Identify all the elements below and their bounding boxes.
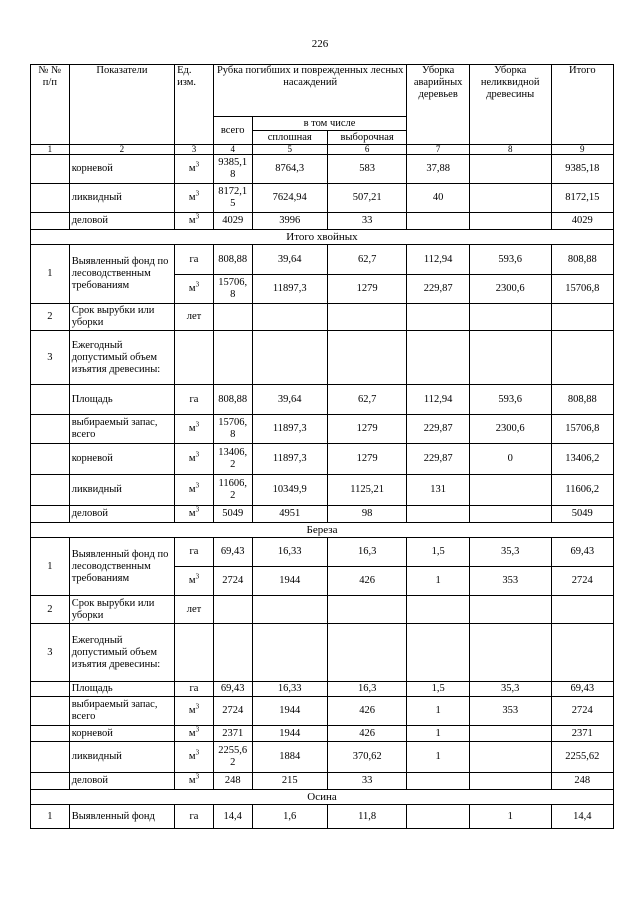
value-cell: 1944	[252, 697, 327, 726]
row-number	[31, 415, 70, 444]
header-total: Итого	[551, 65, 613, 145]
row-label: Срок вырубки или уборки	[69, 596, 174, 624]
column-number: 4	[213, 145, 252, 155]
row-number	[31, 475, 70, 506]
header-illiquid: Уборка неликвидной древесины	[469, 65, 551, 145]
value-cell: 593,6	[469, 245, 551, 275]
value-cell: 8172,15	[551, 184, 613, 213]
header-indicators: Показатели	[69, 65, 174, 145]
value-cell: 16,3	[327, 682, 407, 697]
row-label: корневой	[69, 444, 174, 475]
unit-cell: га	[175, 245, 214, 275]
row-number: 3	[31, 331, 70, 385]
header-num: № № п/п	[31, 65, 70, 145]
value-cell: 69,43	[213, 538, 252, 567]
value-cell	[469, 155, 551, 184]
unit-cell: $м^3$	[175, 275, 214, 304]
value-cell: 2255,62	[213, 742, 252, 773]
value-cell: 808,88	[213, 245, 252, 275]
value-cell: 69,43	[551, 538, 613, 567]
value-cell	[469, 184, 551, 213]
value-cell: 11897,3	[252, 444, 327, 475]
value-cell: 2724	[213, 697, 252, 726]
value-cell: 8172,15	[213, 184, 252, 213]
value-cell: 353	[469, 567, 551, 596]
value-cell: 593,6	[469, 385, 551, 415]
value-cell: 69,43	[551, 682, 613, 697]
value-cell: 808,88	[551, 245, 613, 275]
forest-felling-table	[30, 64, 614, 829]
unit-cell: $м^3$	[175, 742, 214, 773]
value-cell: 1	[407, 726, 469, 742]
value-cell: 37,88	[407, 155, 469, 184]
row-number: 1	[31, 538, 70, 596]
value-cell: 11897,3	[252, 275, 327, 304]
value-cell: 0	[469, 444, 551, 475]
value-cell: 112,94	[407, 245, 469, 275]
row-number: 1	[31, 245, 70, 304]
value-cell	[469, 304, 551, 331]
value-cell: 15706,8	[213, 415, 252, 444]
value-cell: 11606,2	[551, 475, 613, 506]
unit-cell: $м^3$	[175, 567, 214, 596]
table-row	[31, 805, 614, 829]
value-cell	[469, 506, 551, 523]
value-cell: 35,3	[469, 682, 551, 697]
table-row	[31, 155, 614, 184]
value-cell: 1279	[327, 415, 407, 444]
value-cell: 248	[213, 773, 252, 790]
table-row	[31, 415, 614, 444]
row-number	[31, 444, 70, 475]
value-cell: 62,7	[327, 245, 407, 275]
row-label: Выявленный фонд	[69, 805, 174, 829]
table-row	[31, 742, 614, 773]
unit-cell: $м^3$	[175, 415, 214, 444]
value-cell: 426	[327, 697, 407, 726]
value-cell: 1	[469, 805, 551, 829]
header-selective: выборочная	[327, 131, 407, 145]
value-cell	[469, 596, 551, 624]
value-cell: 2255,62	[551, 742, 613, 773]
value-cell: 2724	[551, 567, 613, 596]
header-felling: Рубка погибших и поврежденных лесных насаждений	[213, 65, 407, 117]
value-cell: 353	[469, 697, 551, 726]
table-row	[31, 245, 614, 275]
value-cell	[213, 331, 252, 385]
row-label: Площадь	[69, 385, 174, 415]
value-cell: 507,21	[327, 184, 407, 213]
unit-cell: $м^3$	[175, 697, 214, 726]
row-number	[31, 742, 70, 773]
value-cell: 426	[327, 567, 407, 596]
value-cell: 40	[407, 184, 469, 213]
value-cell: 1279	[327, 444, 407, 475]
unit-cell: $м^3$	[175, 773, 214, 790]
unit-cell: $м^3$	[175, 155, 214, 184]
table-row	[31, 385, 614, 415]
value-cell	[469, 331, 551, 385]
value-cell: 35,3	[469, 538, 551, 567]
value-cell	[252, 331, 327, 385]
section-title: Осина	[31, 790, 614, 805]
row-number	[31, 682, 70, 697]
value-cell	[252, 596, 327, 624]
row-label: Срок вырубки или уборки	[69, 304, 174, 331]
value-cell	[407, 596, 469, 624]
value-cell	[551, 331, 613, 385]
row-label: выбираемый запас, всего	[69, 697, 174, 726]
value-cell: 7624,94	[252, 184, 327, 213]
column-numbers-row	[31, 145, 614, 155]
unit-cell: га	[175, 385, 214, 415]
unit-cell: лет	[175, 596, 214, 624]
row-number	[31, 773, 70, 790]
value-cell: 16,33	[252, 682, 327, 697]
value-cell	[407, 805, 469, 829]
unit-cell: $м^3$	[175, 444, 214, 475]
table-row	[31, 726, 614, 742]
value-cell: 16,3	[327, 538, 407, 567]
value-cell	[407, 506, 469, 523]
table-row	[31, 444, 614, 475]
unit-cell: $м^3$	[175, 475, 214, 506]
unit-cell: га	[175, 682, 214, 697]
value-cell	[469, 742, 551, 773]
value-cell: 62,7	[327, 385, 407, 415]
unit-cell: га	[175, 538, 214, 567]
value-cell: 15706,8	[551, 415, 613, 444]
header-emergency: Уборка аварийных деревьев	[407, 65, 469, 145]
value-cell: 229,87	[407, 415, 469, 444]
value-cell: 15706,8	[213, 275, 252, 304]
column-number: 6	[327, 145, 407, 155]
value-cell: 10349,9	[252, 475, 327, 506]
value-cell: 1944	[252, 726, 327, 742]
value-cell: 583	[327, 155, 407, 184]
value-cell	[469, 726, 551, 742]
row-label: Выявленный фонд по лесоводственным требованиям	[69, 245, 174, 304]
value-cell: 1279	[327, 275, 407, 304]
value-cell: 2300,6	[469, 275, 551, 304]
value-cell: 11897,3	[252, 415, 327, 444]
unit-cell: лет	[175, 304, 214, 331]
value-cell	[407, 213, 469, 230]
table-row	[31, 624, 614, 682]
value-cell: 1,5	[407, 682, 469, 697]
value-cell: 808,88	[551, 385, 613, 415]
value-cell: 14,4	[213, 805, 252, 829]
value-cell	[551, 304, 613, 331]
row-number	[31, 385, 70, 415]
value-cell: 9385,18	[213, 155, 252, 184]
value-cell: 98	[327, 506, 407, 523]
value-cell: 14,4	[551, 805, 613, 829]
value-cell: 11,8	[327, 805, 407, 829]
unit-cell: $м^3$	[175, 184, 214, 213]
row-label: Ежегодный допустимый объем изъятия древесины:	[69, 331, 174, 385]
table-row	[31, 331, 614, 385]
row-number: 3	[31, 624, 70, 682]
value-cell: 808,88	[213, 385, 252, 415]
value-cell	[551, 624, 613, 682]
table-row	[31, 475, 614, 506]
value-cell: 370,62	[327, 742, 407, 773]
section-row	[31, 790, 614, 805]
value-cell: 2724	[551, 697, 613, 726]
table-row	[31, 596, 614, 624]
value-cell	[469, 624, 551, 682]
column-number: 2	[69, 145, 174, 155]
value-cell: 4029	[551, 213, 613, 230]
row-number	[31, 506, 70, 523]
row-number	[31, 213, 70, 230]
row-label: корневой	[69, 726, 174, 742]
row-number: 1	[31, 805, 70, 829]
value-cell: 13406,2	[213, 444, 252, 475]
value-cell: 229,87	[407, 444, 469, 475]
section-title: Итого хвойных	[31, 230, 614, 245]
table-row	[31, 213, 614, 230]
value-cell	[407, 773, 469, 790]
value-cell: 15706,8	[551, 275, 613, 304]
row-number	[31, 726, 70, 742]
value-cell: 39,64	[252, 385, 327, 415]
value-cell: 1,6	[252, 805, 327, 829]
value-cell	[327, 331, 407, 385]
row-label: ликвидный	[69, 184, 174, 213]
value-cell: 16,33	[252, 538, 327, 567]
row-label: Выявленный фонд по лесоводственным требованиям	[69, 538, 174, 596]
value-cell	[213, 304, 252, 331]
row-number	[31, 697, 70, 726]
value-cell: 1125,21	[327, 475, 407, 506]
value-cell: 2371	[551, 726, 613, 742]
value-cell	[252, 304, 327, 331]
row-label: выбираемый запас, всего	[69, 415, 174, 444]
value-cell	[327, 596, 407, 624]
row-number	[31, 184, 70, 213]
table-row	[31, 184, 614, 213]
unit-cell: га	[175, 805, 214, 829]
section-row	[31, 230, 614, 245]
value-cell: 131	[407, 475, 469, 506]
page-number: 226	[311, 38, 329, 50]
value-cell	[407, 331, 469, 385]
table-row	[31, 506, 614, 523]
section-row	[31, 523, 614, 538]
value-cell: 1	[407, 697, 469, 726]
header-all: всего	[213, 117, 252, 145]
unit-cell	[175, 331, 214, 385]
value-cell	[469, 475, 551, 506]
value-cell: 2724	[213, 567, 252, 596]
table-row	[31, 304, 614, 331]
value-cell	[469, 213, 551, 230]
row-label: деловой	[69, 773, 174, 790]
value-cell: 248	[551, 773, 613, 790]
header-solid: сплошная	[252, 131, 327, 145]
column-number: 7	[407, 145, 469, 155]
value-cell: 2371	[213, 726, 252, 742]
table-row	[31, 773, 614, 790]
value-cell: 1	[407, 567, 469, 596]
column-number: 1	[31, 145, 70, 155]
column-number: 3	[175, 145, 214, 155]
row-label: корневой	[69, 155, 174, 184]
value-cell: 8764,3	[252, 155, 327, 184]
value-cell: 11606,2	[213, 475, 252, 506]
value-cell: 1,5	[407, 538, 469, 567]
value-cell	[407, 624, 469, 682]
unit-cell: $м^3$	[175, 726, 214, 742]
value-cell	[252, 624, 327, 682]
row-label: Площадь	[69, 682, 174, 697]
value-cell	[327, 624, 407, 682]
value-cell: 215	[252, 773, 327, 790]
value-cell: 69,43	[213, 682, 252, 697]
value-cell: 13406,2	[551, 444, 613, 475]
header-including: в том числе	[252, 117, 407, 131]
value-cell	[213, 596, 252, 624]
unit-cell	[175, 624, 214, 682]
value-cell: 4029	[213, 213, 252, 230]
table-row	[31, 682, 614, 697]
value-cell: 9385,18	[551, 155, 613, 184]
column-number: 5	[252, 145, 327, 155]
column-number: 8	[469, 145, 551, 155]
value-cell: 4951	[252, 506, 327, 523]
value-cell	[469, 773, 551, 790]
value-cell	[213, 624, 252, 682]
value-cell: 1944	[252, 567, 327, 596]
value-cell: 3996	[252, 213, 327, 230]
section-title: Береза	[31, 523, 614, 538]
header-unit: Ед. изм.	[175, 65, 214, 145]
row-number: 2	[31, 304, 70, 331]
unit-cell: $м^3$	[175, 506, 214, 523]
value-cell: 426	[327, 726, 407, 742]
column-number: 9	[551, 145, 613, 155]
value-cell: 5049	[551, 506, 613, 523]
row-label: деловой	[69, 506, 174, 523]
value-cell	[551, 596, 613, 624]
value-cell: 39,64	[252, 245, 327, 275]
table-row	[31, 697, 614, 726]
value-cell: 1884	[252, 742, 327, 773]
value-cell	[407, 304, 469, 331]
value-cell: 2300,6	[469, 415, 551, 444]
row-number	[31, 155, 70, 184]
value-cell: 112,94	[407, 385, 469, 415]
table-row	[31, 538, 614, 567]
unit-cell: $м^3$	[175, 213, 214, 230]
value-cell	[327, 304, 407, 331]
value-cell: 33	[327, 773, 407, 790]
value-cell: 1	[407, 742, 469, 773]
value-cell: 229,87	[407, 275, 469, 304]
value-cell: 33	[327, 213, 407, 230]
row-label: Ежегодный допустимый объем изъятия древесины:	[69, 624, 174, 682]
row-label: ликвидный	[69, 475, 174, 506]
value-cell: 5049	[213, 506, 252, 523]
row-label: ликвидный	[69, 742, 174, 773]
row-label: деловой	[69, 213, 174, 230]
row-number: 2	[31, 596, 70, 624]
